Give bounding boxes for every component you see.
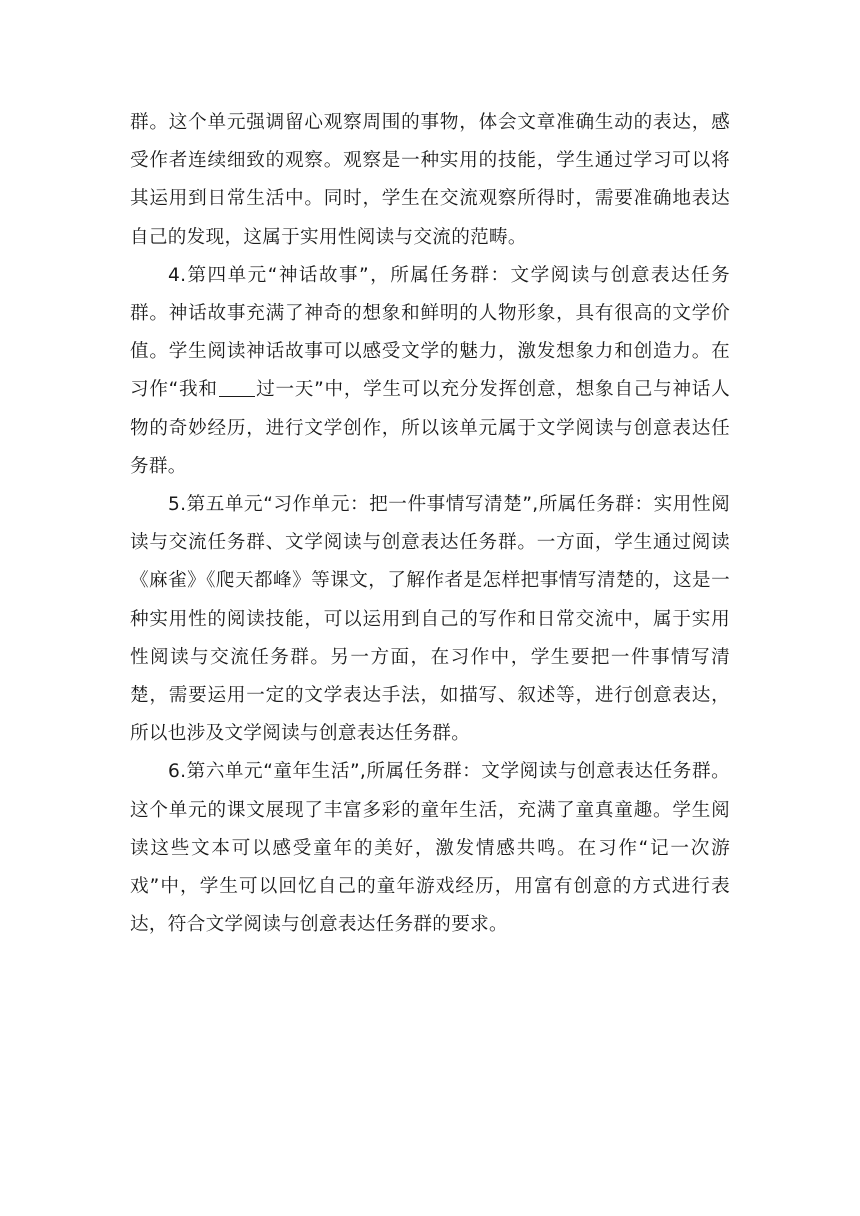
paragraph-unit-4-part2: 过一天”中，学生可以充分发挥创意，想象自己与神话人物的奇妙经历，进行文学创作，所以该单元属于文学阅读与创意表达任务群。 — [130, 379, 730, 477]
paragraph-unit-6: 6.第六单元“童年生活”,所属任务群：文学阅读与创意表达任务群。这个单元的课文展现了丰富多彩的童年生活，充满了童真童趣。学生阅读这些文本可以感受童年的美好，激发情感共鸣。在习作“记一次游戏”中，学生可以回忆自己的童年游戏经历，用富有创意的方式进行表达，符合文学阅读与创意表达任务群的要求。 — [130, 761, 730, 936]
paragraph-continuation: 群。这个单元强调留心观察周围的事物，体会文章准确生动的表达，感受作者连续细致的观察。观察是一种实用的技能，学生通过学习可以将其运用到日常生活中。同时，学生在交流观察所得时，需要准确地表达自己的发现，这属于实用性阅读与交流的范畴。 — [130, 112, 730, 248]
fill-in-blank-line — [219, 376, 255, 397]
paragraph-unit-5: 5.第五单元“习作单元：把一件事情写清楚”,所属任务群：实用性阅读与交流任务群、文学阅读与创意表达任务群。一方面，学生通过阅读《麻雀》《爬天都峰》等课文，了解作者是怎样把事情写清楚的，这是一种实用性的阅读技能，可以运用到自己的写作和日常交流中，属于实用性阅读与交流任务群。另一方面，在习作中，学生要把一件事情写清楚，需要运用一定的文学表达手法，如描写、叙述等，进行创意表达，所以也涉及文学阅读与创意表达任务群。 — [130, 494, 730, 745]
document-body — [130, 104, 730, 944]
paragraph-unit-4-part1: 4.第四单元“神话故事”，所属任务群：文学阅读与创意表达任务群。神话故事充满了神奇的想象和鲜明的人物形象，具有很高的文学价值。学生阅读神话故事可以感受文学的魅力，激发想象力和创造力。在习作“我和 — [130, 264, 730, 401]
paragraph-unit-4 — [130, 257, 730, 486]
